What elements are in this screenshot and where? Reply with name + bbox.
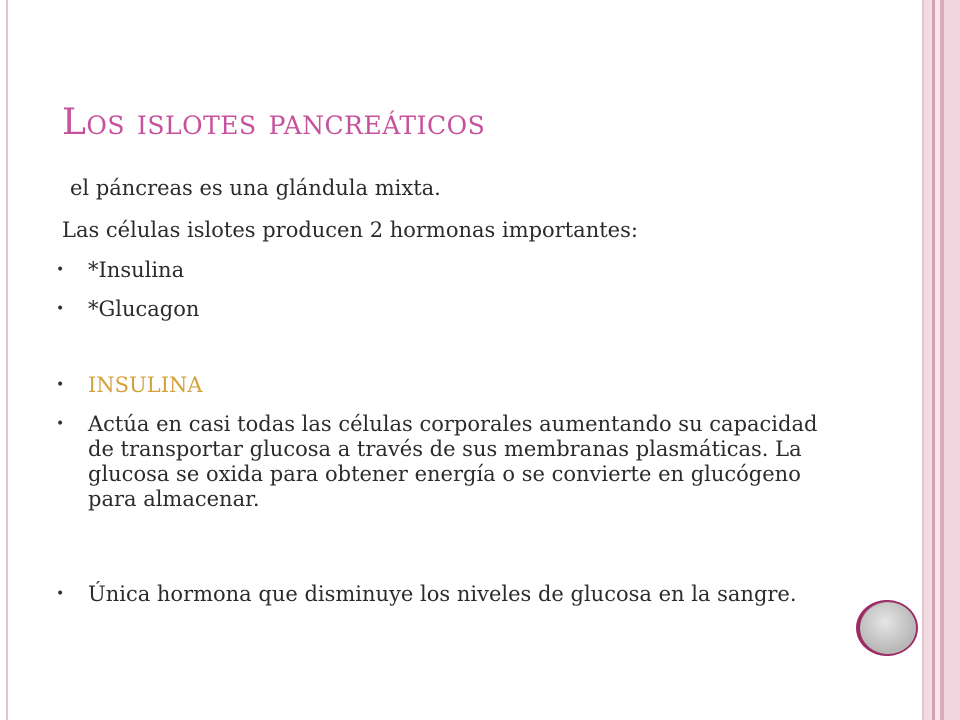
bullet-icon: • [56, 586, 65, 602]
bullet-item-glucagon [56, 297, 836, 322]
slide-title: Los islotes pancreáticos [62, 102, 486, 143]
decorative-side-stripe [944, 0, 960, 720]
bullet-text: Actúa en casi todas las células corporales aumentando su capacidad de transportar glucosa a través de sus membranas plasmáticas. La glucosa se oxida para obtener energía o se convierte en glucógeno para almacenar. [88, 412, 818, 511]
bullet-icon: • [56, 416, 65, 432]
bullet-item-description [56, 412, 836, 512]
intro-text: el páncreas es una glándula mixta. [70, 176, 441, 200]
bullet-icon: • [56, 262, 65, 278]
bullet-item-heading [56, 373, 836, 398]
subtitle-text: Las células islotes producen 2 hormonas importantes: [62, 218, 638, 242]
bullet-item-fact [56, 582, 836, 607]
decorative-side-stripe [924, 0, 932, 720]
bullet-text: *Glucagon [88, 297, 200, 321]
bullet-item-insulina [56, 258, 836, 283]
bullet-text: *Insulina [88, 258, 185, 282]
bullet-icon: • [56, 377, 65, 393]
circle-button-face[interactable] [860, 602, 916, 654]
bullet-icon: • [56, 301, 65, 317]
section-heading: INSULINA [88, 373, 203, 397]
bullet-text: Única hormona que disminuye los niveles de glucosa en la sangre. [88, 582, 797, 606]
